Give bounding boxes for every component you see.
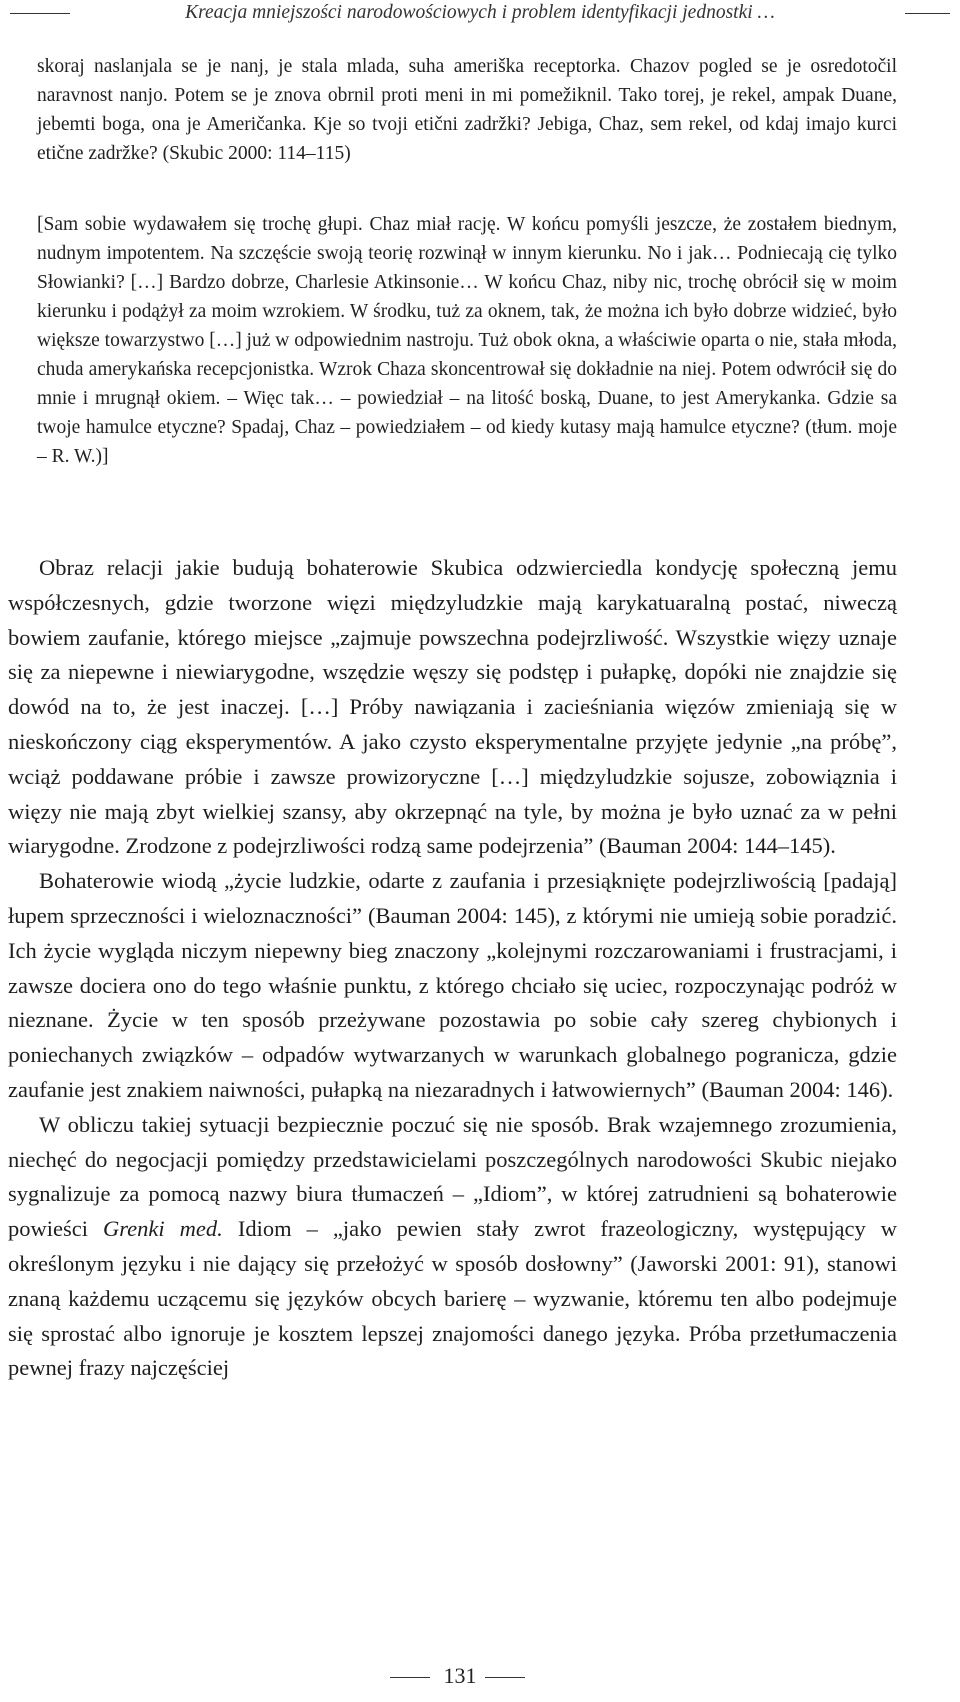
main-text [8, 551, 897, 1386]
paragraph-3-part-1: W obliczu takiej sytuacji bezpiecznie poczuć się nie sposób. Brak wzajemnego zrozumienia, niechęć do negocjacji pomiędzy przedstawicielami poszczególnych narodowości Skubic niejako sygnalizuje za pomocą nazwy biura tłumaczeń – „Idiom”, w której zatrudnieni są bohaterowie powieści [8, 1111, 897, 1242]
paragraph-3 [8, 1108, 897, 1386]
paragraph-1: Obraz relacji jakie budują bohaterowie Skubica odzwierciedla kondycję społeczną jemu współczesnych, gdzie tworzone więzi międzyludzkie mają karykatuaralną postać, niweczą bowiem zaufanie, którego miejsce „zajmuje powszechna podejrzliwość. Wszystkie więzy uznaje się za niepewne i niewiarygodne, wszędzie węszy się podstęp i pułapkę, dopóki nie znajdzie się dowód na to, że jest inaczej. […] Próby nawiązania i zacieśniania więzów zmieniają się w nieskończony ciąg eksperymentów. A jako czysto eksperymentalne przyjęte jedynie „na próbę”, wciąż poddawane próbie i zawsze prowizoryczne […] międzyludzkie sojusze, zobowiąznia i więzy nie mają zbyt wielkiej szansy, aby okrzepnąć na tyle, by można je było uznać za w pełni wiarygodne. Zrodzone z podejrzliwości rodzą same podejrzenia” (Bauman 2004: 144–145). [8, 555, 897, 859]
header-rule-right [905, 13, 950, 14]
paragraph-3-part-2: Idiom – „jako pewien stały zwrot frazeologiczny, występujący w określonym języku i nie dający się przełożyć w sposób dosłowny” (Jaworski 2001: 91), stanowi znaną każdemu uczącemu się języków obcych barierę – wyzwanie, któremu ten albo podejmuje się sprostać albo ignoruje je kosztem lepszej znajomości danego języka. Próba przetłumaczenia pewnej frazy najczęściej [8, 1216, 897, 1381]
quote-slovene-text: skoraj naslanjala se je nanj, je stala mlada, suha ameriška receptorka. Chazov pogled se je osredotočil naravnost nanjo. Potem se je znova obrnil proti meni in mi pomežiknil. Tako torej, je rekel, ampak Duane, jebemti boga, ona je Američanka. Kje so tvoji etični zadržki? Jebiga, Chaz, sem rekel, od kdaj imajo kurci etične zadržke? (Skubic 2000: 114–115) [37, 56, 897, 164]
footer-rule-right [485, 1677, 525, 1678]
novel-title: Grenki med. [103, 1216, 223, 1242]
running-header [0, 0, 960, 28]
footer-rule-left [390, 1677, 430, 1678]
paragraph-2: Bohaterowie wiodą „życie ludzkie, odarte z zaufania i przesiąknięte podejrzliwością [padają] łupem sprzeczności i wieloznaczności” (Bauman 2004: 145), z którymi nie umieją sobie poradzić. Ich życie wygląda niczym niepewny bieg znaczony „kolejnymi rozczarowaniami i frustracjami, i zawsze dociera ono do tego właśnie punktu, z którego chciało się uciec, rozpoczynając podróż w nieznane. Życie w ten sposób przeżywane pozostawia po sobie cały szereg chybionych i poniechanych związków – odpadów wytwarzanych w warunkach globalnego pogranicza, gdzie zaufanie jest znakiem naiwności, pułapką na niezaradnych i łatwowiernych” (Bauman 2004: 146). [8, 868, 897, 1102]
block-quote-polish-translation [37, 210, 897, 471]
quote-polish-text: [Sam sobie wydawałem się trochę głupi. Chaz miał rację. W końcu pomyśli jeszcze, że zostałem biednym, nudnym impotentem. Na szczęście swoją teorię rozwinął w innym kierunku. No i jak… Podniecają cię tylko Słowianki? […] Bardzo dobrze, Charlesie Atkinsonie… W końcu Chaz, niby nic, trochę obrócił się w moim kierunku i podążył za moim wzrokiem. W środku, tuż za oknem, tak, że można ich było dobrze widzieć, było większe towarzystwo […] już w odpowiednim nastroju. Tuż obok okna, a właściwie oparta o nie, stała młoda, chuda amerykańska recepcjonistka. Wzrok Chaza skoncentrował się dokładnie na niej. Potem odwrócił się do mnie i mrugnął okiem. – Więc tak… – powiedział – na litość boską, Duane, to jest Amerykanka. Gdzie sa twoje hamulce etyczne? Spadaj, Chaz – powiedziałem – od kiedy kutasy mają hamulce etyczne? (tłum. moje – R. W.)] [37, 214, 897, 467]
block-quote-slovene [37, 52, 897, 168]
page-footer [0, 1660, 960, 1690]
running-title: Kreacja mniejszości narodowościowych i problem identyfikacji jednostki … [185, 2, 775, 23]
page-number: 131 [443, 1663, 477, 1688]
